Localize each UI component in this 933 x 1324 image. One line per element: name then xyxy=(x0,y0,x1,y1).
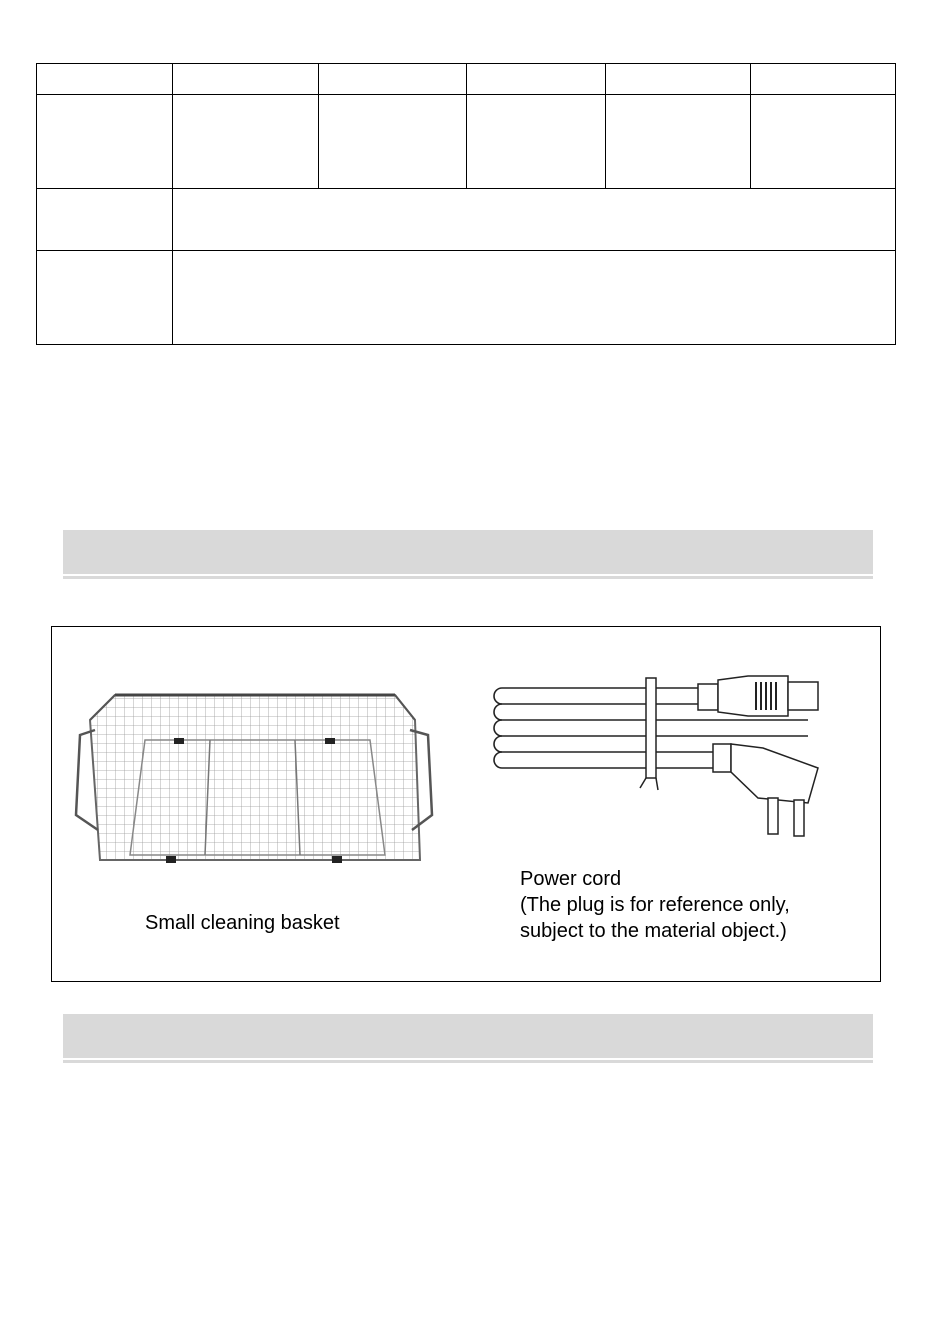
table-cell xyxy=(173,64,319,95)
table-cell xyxy=(37,251,173,345)
power-cord-note-line2: subject to the material object.) xyxy=(520,920,787,942)
table-cell xyxy=(37,64,173,95)
table-row xyxy=(37,95,896,189)
power-cord-label: Power cord xyxy=(520,868,622,890)
power-cord-icon xyxy=(488,668,828,844)
power-cord-note-line1: (The plug is for reference only, xyxy=(520,894,790,916)
table-cell xyxy=(751,64,896,95)
table-cell xyxy=(606,95,751,189)
table-cell xyxy=(173,189,896,251)
section-header-bar xyxy=(63,530,873,574)
section-divider xyxy=(63,576,873,579)
table-cell xyxy=(606,64,751,95)
table-cell xyxy=(173,251,896,345)
table-cell xyxy=(319,64,467,95)
section-divider xyxy=(63,1060,873,1063)
table-cell xyxy=(37,95,173,189)
basket-label: Small cleaning basket xyxy=(145,912,340,934)
table-row xyxy=(37,189,896,251)
table-cell xyxy=(37,189,173,251)
table-cell xyxy=(173,95,319,189)
cleaning-basket-icon xyxy=(70,680,440,880)
specification-table xyxy=(36,63,896,345)
section-header-bar xyxy=(63,1014,873,1058)
table-row xyxy=(37,251,896,345)
power-cord-caption xyxy=(520,866,790,944)
basket-caption xyxy=(145,910,340,936)
table-row xyxy=(37,64,896,95)
table-cell xyxy=(751,95,896,189)
table-cell xyxy=(319,95,467,189)
table-cell xyxy=(467,64,606,95)
table-cell xyxy=(467,95,606,189)
